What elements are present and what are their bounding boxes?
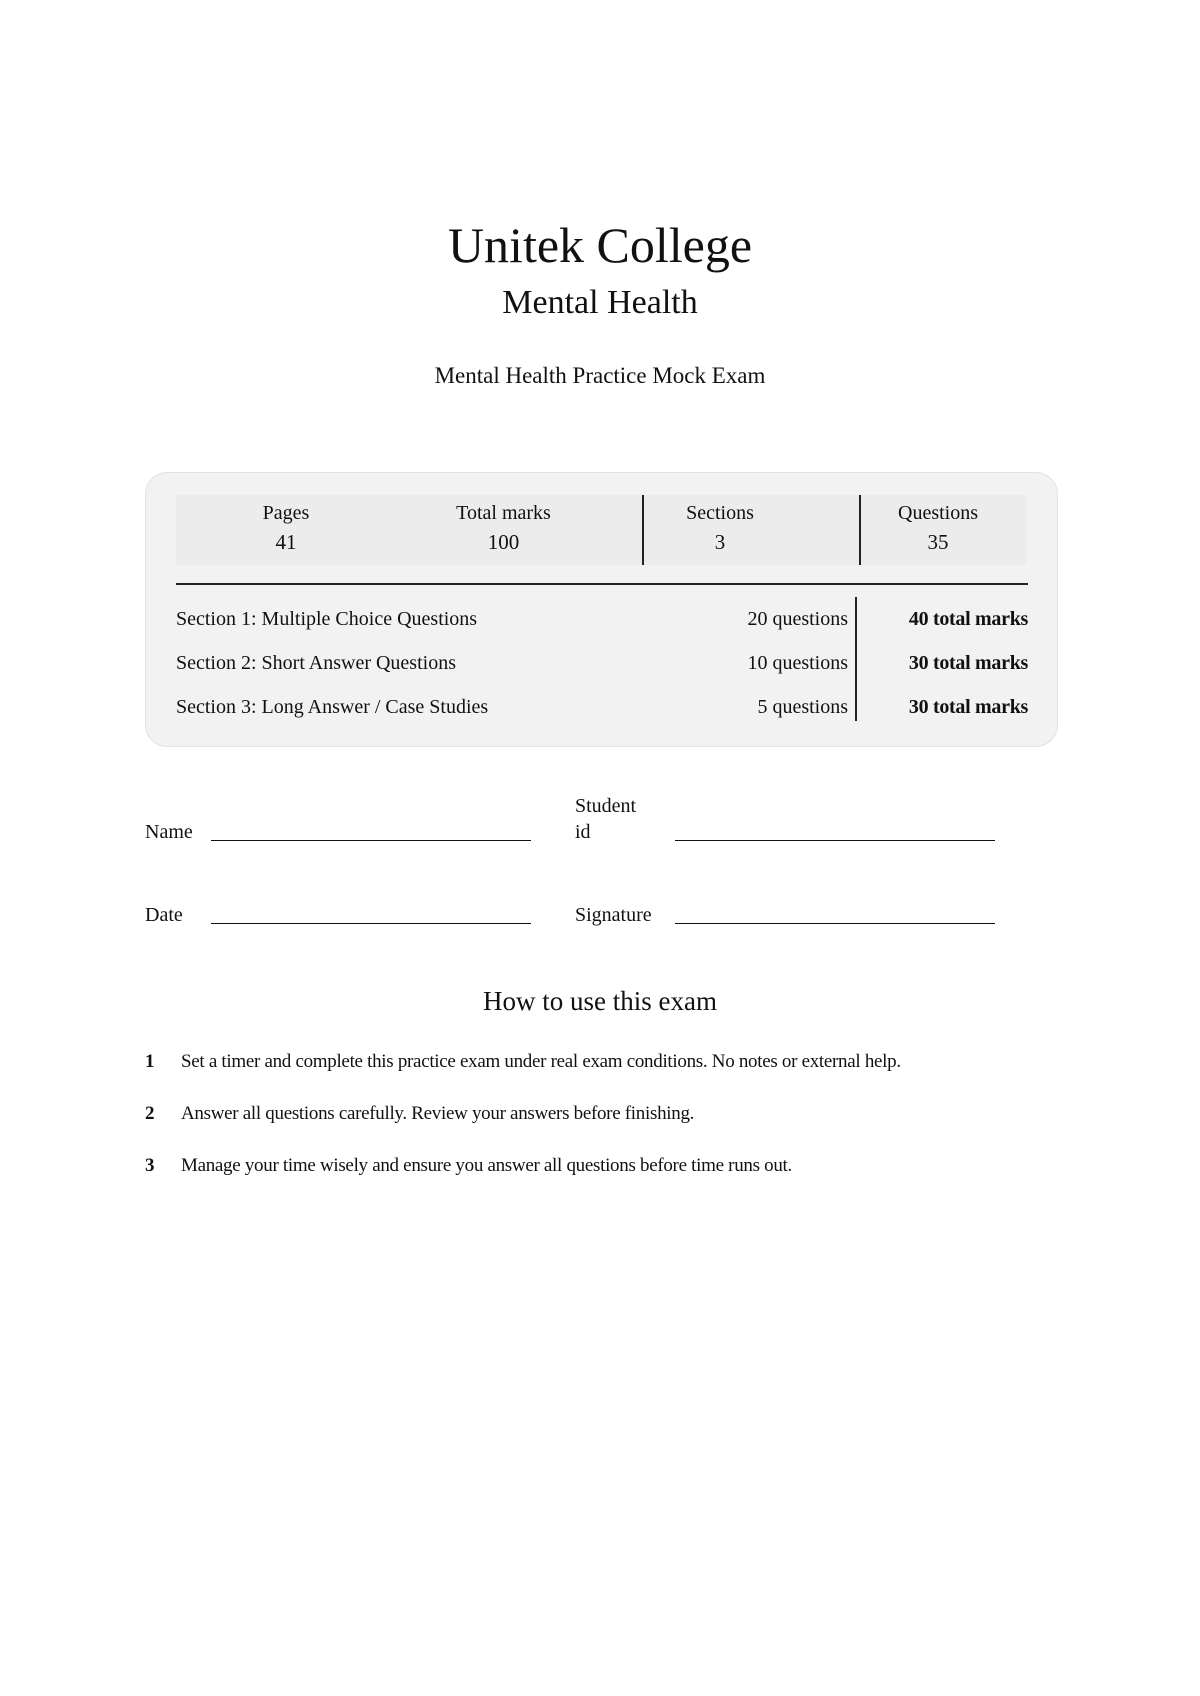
section-question-count: 20 questions	[747, 608, 848, 630]
subject-subtitle: Mental Health	[502, 284, 698, 321]
section-name: Section 1: Multiple Choice Questions	[176, 608, 478, 630]
exam-summary-box	[145, 472, 1058, 747]
section-marks: 40 total marks	[908, 608, 1028, 630]
section-question-count: 10 questions	[747, 652, 848, 674]
stat-questions-value: 35	[927, 530, 949, 554]
signature-field-line[interactable]	[675, 923, 995, 924]
instruction-item	[145, 1151, 1065, 1203]
stat-questions	[829, 495, 1047, 565]
exam-name: Mental Health Practice Mock Exam	[434, 363, 766, 388]
date-field-line[interactable]	[211, 923, 531, 924]
student-id-field-label: Student id	[575, 795, 637, 843]
stat-sections	[611, 495, 829, 565]
section-row	[176, 597, 1028, 641]
instructions-list	[145, 1047, 1065, 1203]
institution-title: Unitek College	[447, 217, 753, 273]
section-marks: 30 total marks	[908, 652, 1028, 674]
instruction-text: Answer all questions carefully. Review your answers before finishing.	[181, 1103, 695, 1124]
section-row	[176, 641, 1028, 685]
stat-sections-value: 3	[714, 530, 726, 554]
section-question-count: 5 questions	[757, 696, 848, 718]
stat-sections-label: Sections	[686, 502, 754, 524]
signature-field-label: Signature	[575, 904, 652, 926]
stat-total-marks-value: 100	[487, 530, 520, 554]
stat-pages-value: 41	[275, 530, 297, 554]
summary-divider	[176, 583, 1028, 585]
instruction-number: 2	[145, 1103, 155, 1124]
name-field-line[interactable]	[211, 840, 531, 841]
section-name: Section 2: Short Answer Questions	[176, 652, 456, 674]
marks-column-divider	[855, 597, 857, 721]
instruction-item	[145, 1099, 1065, 1151]
instruction-text: Manage your time wisely and ensure you answer all questions before time runs out.	[181, 1155, 792, 1176]
instruction-item	[145, 1047, 1065, 1099]
date-field-label: Date	[145, 904, 183, 926]
stat-pages	[176, 495, 396, 565]
stat-total-marks-label: Total marks	[456, 502, 551, 524]
sections-list	[176, 597, 1028, 727]
section-row	[176, 685, 1028, 729]
instruction-text: Set a timer and complete this practice exam under real exam conditions. No notes or external help.	[181, 1051, 901, 1072]
stats-row	[176, 495, 1026, 565]
stat-questions-label: Questions	[898, 502, 978, 524]
instructions-title: How to use this exam	[483, 986, 717, 1016]
instruction-number: 3	[145, 1155, 155, 1176]
name-field-label: Name	[145, 821, 193, 843]
stat-pages-label: Pages	[262, 502, 310, 524]
student-id-field-line[interactable]	[675, 840, 995, 841]
stat-total-marks	[396, 495, 611, 565]
section-name: Section 3: Long Answer / Case Studies	[176, 696, 489, 718]
instruction-number: 1	[145, 1051, 155, 1072]
section-marks: 30 total marks	[908, 696, 1028, 718]
